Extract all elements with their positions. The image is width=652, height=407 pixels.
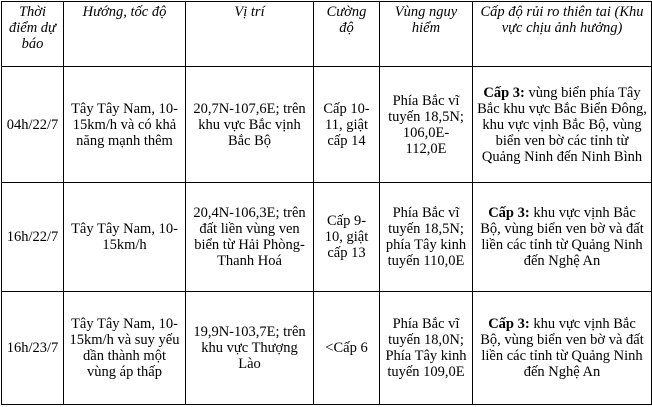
cell-direction: Tây Tây Nam, 10-15km/h và có khả năng mạnh thêm — [64, 67, 186, 183]
table-row — [2, 183, 652, 292]
cell-direction: Tây Tây Nam, 10-15km/h — [64, 183, 186, 292]
table-row — [2, 292, 652, 405]
cell-danger-zone: Phía Bắc vĩ tuyến 18,5N; phía Tây kinh tuyến 110,0E — [380, 183, 473, 292]
cell-time: 04h/22/7 — [2, 67, 64, 183]
header-direction: Hướng, tốc độ — [64, 2, 186, 67]
cell-danger-zone: Phía Bắc vĩ tuyến 18,5N; 106,0E-112,0E — [380, 67, 473, 183]
forecast-table — [1, 1, 652, 405]
header-position: Vị trí — [186, 2, 314, 67]
cell-risk — [473, 183, 652, 292]
table-header-row — [2, 2, 652, 67]
cell-intensity: Cấp 9-10, giật cấp 13 — [314, 183, 380, 292]
cell-time: 16h/22/7 — [2, 183, 64, 292]
cell-position: 19,9N-103,7E; trên khu vực Thượng Lào — [186, 292, 314, 405]
risk-level: Cấp 3: — [488, 205, 530, 221]
cell-intensity: <Cấp 6 — [314, 292, 380, 405]
header-intensity: Cường độ — [314, 2, 380, 67]
risk-area: khu vực vịnh Bắc Bộ, vùng biển ven bờ và đất liền các tỉnh từ Quảng Ninh đến Nghệ An — [480, 205, 644, 269]
cell-direction: Tây Tây Nam, 10-15km/h và suy yếu dần thành một vùng áp thấp — [64, 292, 186, 405]
cell-danger-zone: Phía Bắc vĩ tuyến 18,0N; Phía Tây kinh tuyến 109,0E — [380, 292, 473, 405]
table-row — [2, 67, 652, 183]
risk-area: khu vực vịnh Bắc Bộ, vùng biển ven bờ và đất liền các tỉnh từ Quảng Ninh đến Nghệ An — [480, 316, 644, 380]
risk-level: Cấp 3: — [483, 84, 525, 101]
cell-risk — [473, 292, 652, 405]
header-risk: Cấp độ rủi ro thiên tai (Khu vực chịu ảnh hưởng) — [473, 2, 652, 67]
cell-position: 20,7N-107,6E; trên khu vực Bắc vịnh Bắc Bộ — [186, 67, 314, 183]
risk-level: Cấp 3: — [488, 316, 530, 332]
header-time: Thời điểm dự báo — [2, 2, 64, 67]
cell-position: 20,4N-106,3E; trên đất liền vùng ven biển từ Hải Phòng-Thanh Hoá — [186, 183, 314, 292]
risk-area: vùng biển phía Tây Bắc khu vực Bắc Biển Đông, khu vực vịnh Bắc Bộ, vùng biển ven bờ các tỉnh từ Quảng Ninh đến Ninh Bình — [477, 84, 647, 165]
cell-risk — [473, 67, 652, 183]
cell-intensity: Cấp 10-11, giật cấp 14 — [314, 67, 380, 183]
cell-time: 16h/23/7 — [2, 292, 64, 405]
header-danger-zone: Vùng nguy hiểm — [380, 2, 473, 67]
